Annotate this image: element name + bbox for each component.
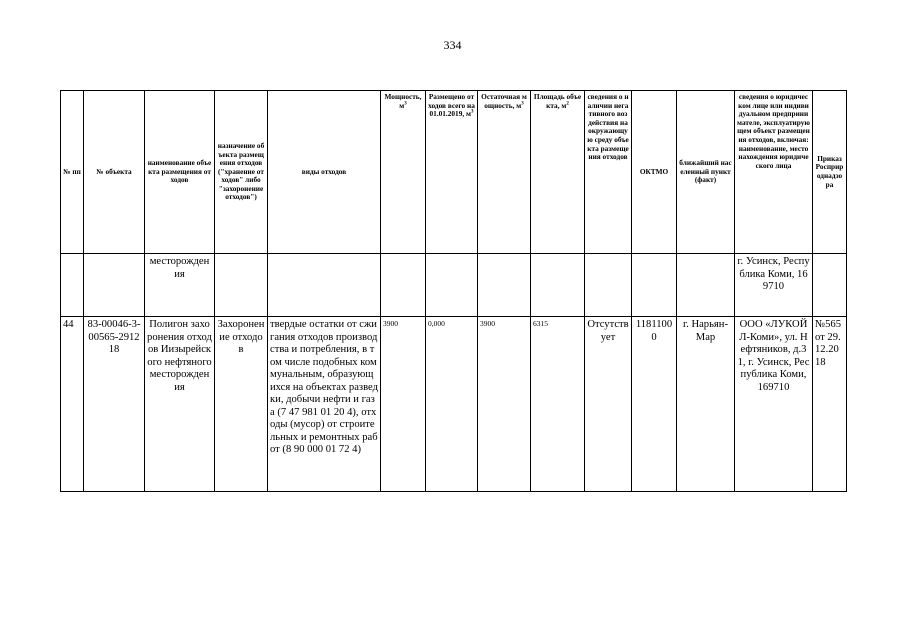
cell-remaining: 3900 <box>478 317 531 492</box>
header-area-unit: 2 <box>566 101 569 107</box>
header-placed-label: Размещено отходов всего на 01.01.2019, м <box>428 92 475 119</box>
header-area-label: Площадь объекта, м <box>533 92 582 110</box>
cell-waste-types: твердые остатки от сжигания отходов производства и потребления, в том числе подобных коммунальным, образующихся на объектах разведки, добычи нефти и газа (7 47 981 01 20 4), отходы (мусор) от строительных и ремонтных работ (8 90 000 01 72 4) <box>268 317 381 492</box>
table-header-row <box>61 91 847 254</box>
header-capacity-label: Мощность, м <box>384 92 422 110</box>
cell-empty <box>632 254 677 317</box>
cell-empty <box>813 254 847 317</box>
header-locality: ближайший населенный пункт (факт) <box>677 91 735 254</box>
cell-object-name: месторождения <box>145 254 215 317</box>
table-row <box>61 317 847 492</box>
cell-empty <box>531 254 585 317</box>
header-impact: сведения о наличии негативного воздействия на окружающую среду объекта размещения отходов <box>585 91 632 254</box>
table-row-continuation <box>61 254 847 317</box>
cell-empty <box>677 254 735 317</box>
header-remaining <box>478 91 531 254</box>
header-order: Приказ Росприроднадзора <box>813 91 847 254</box>
header-area <box>531 91 585 254</box>
waste-facilities-table <box>60 90 847 492</box>
cell-empty <box>84 254 145 317</box>
cell-empty <box>478 254 531 317</box>
cell-empty <box>61 254 84 317</box>
cell-empty <box>215 254 268 317</box>
header-capacity-unit: 3 <box>404 101 407 107</box>
cell-object-number: 83-00046-3-00565-291218 <box>84 317 145 492</box>
cell-order: №565 от 29.12.2018 <box>813 317 847 492</box>
cell-oktmo: 11811000 <box>632 317 677 492</box>
header-remaining-label: Остаточная мощность, м <box>481 92 527 110</box>
cell-purpose: Захоронение отходов <box>215 317 268 492</box>
header-object-number: № объекта <box>84 91 145 254</box>
cell-object-name: Полигон захоронения отходов Иизырейского нефтяного месторождения <box>145 317 215 492</box>
cell-operator: ООО «ЛУКОЙЛ-Коми», ул. Нефтяников, д.31, г. Усинск, Республика Коми, 169710 <box>735 317 813 492</box>
header-placed <box>426 91 478 254</box>
header-placed-unit: 3 <box>470 109 474 115</box>
header-waste-types: виды отходов <box>268 91 381 254</box>
cell-empty <box>381 254 426 317</box>
cell-empty <box>268 254 381 317</box>
cell-num: 44 <box>61 317 84 492</box>
cell-area: 6315 <box>531 317 585 492</box>
header-capacity <box>381 91 426 254</box>
cell-impact: Отсутствует <box>585 317 632 492</box>
header-remaining-unit: 3 <box>521 101 524 107</box>
cell-operator: г. Усинск, Республика Коми, 169710 <box>735 254 813 317</box>
header-num: № пп <box>61 91 84 254</box>
header-object-name: наименование объекта размещения отходов <box>145 91 215 254</box>
cell-capacity: 3900 <box>381 317 426 492</box>
cell-empty <box>426 254 478 317</box>
header-oktmo: ОКТМО <box>632 91 677 254</box>
cell-empty <box>585 254 632 317</box>
cell-placed: 0,000 <box>426 317 478 492</box>
cell-locality: г. Нарьян-Мар <box>677 317 735 492</box>
header-operator: сведения о юридическом лице или индивидуальном предпринимателе, эксплуатирующем объект размещения отходов, включая: наименование, место нахождения юридического лица <box>735 91 813 254</box>
header-purpose: назначение объекта размещения отходов ("хранение отходов" либо "захоронение отходов") <box>215 91 268 254</box>
page-number: 334 <box>443 38 462 52</box>
